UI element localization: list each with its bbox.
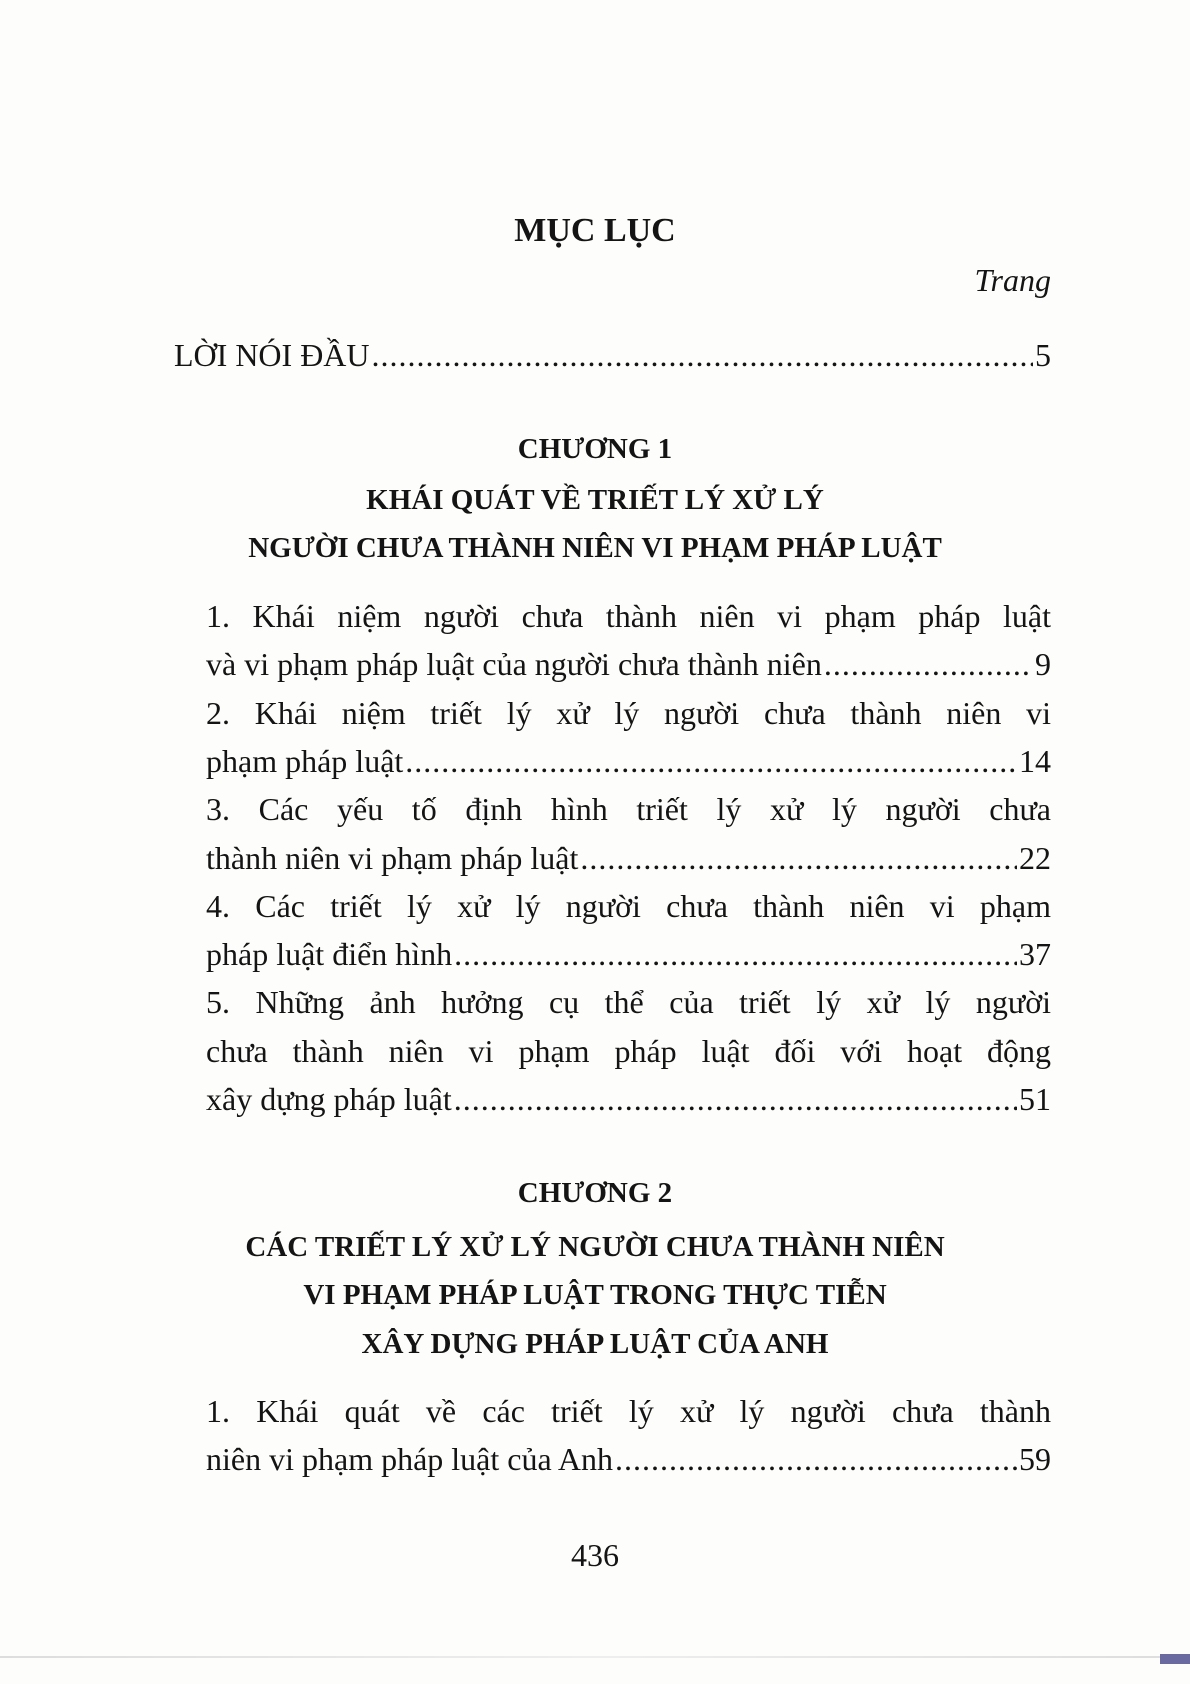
toc-entry-page: 9 xyxy=(1035,646,1051,683)
chapter-title-line: KHÁI QUÁT VỀ TRIẾT LÝ XỬ LÝ xyxy=(366,484,824,516)
toc-entry-page: 14 xyxy=(1019,742,1051,779)
page-title: MỤC LỤC xyxy=(514,212,676,249)
toc-entry-text: xây dựng pháp luật xyxy=(206,1081,452,1117)
toc-entry-text: niên vi phạm pháp luật của Anh xyxy=(206,1441,614,1478)
toc-entry-text: pháp luật điển hình xyxy=(206,936,453,973)
toc-entry-page: 51 xyxy=(1019,1081,1051,1117)
toc-entry-text: và vi phạm pháp luật của người chưa thành niên xyxy=(206,646,822,683)
toc-entry-last-line xyxy=(206,1439,1051,1479)
toc-entry-text: thành niên vi phạm pháp luật xyxy=(206,839,579,876)
scan-edge xyxy=(0,1656,1190,1658)
dot-leader xyxy=(454,934,1017,974)
toc-entry-last-line xyxy=(206,934,1051,974)
dot-leader xyxy=(824,644,1033,684)
toc-entry-last-line xyxy=(206,644,1051,684)
toc-entry-line: 1. Khái niệm người chưa thành niên vi phạm pháp luật xyxy=(206,598,1051,634)
toc-entry-line: 1. Khái quát về các triết lý xử lý người chưa thành xyxy=(206,1393,1051,1429)
dot-leader xyxy=(372,335,1033,375)
chapter-number: CHƯƠNG 1 xyxy=(517,433,673,465)
toc-entry-line: 4. Các triết lý xử lý người chưa thành niên vi phạm xyxy=(206,887,1051,924)
dot-leader xyxy=(405,741,1017,781)
toc-entry-page: 59 xyxy=(1019,1441,1051,1478)
toc-entry-line: 5. Những ảnh hưởng cụ thể của triết lý xử lý người xyxy=(206,984,1051,1021)
toc-entry-page: 22 xyxy=(1019,839,1051,876)
toc-entry-last-line xyxy=(206,1079,1051,1119)
page-number: 436 xyxy=(571,1537,619,1573)
chapter-title-line: XÂY DỰNG PHÁP LUẬT CỦA ANH xyxy=(361,1328,829,1360)
dot-leader xyxy=(454,1079,1017,1119)
toc-entry-page: 5 xyxy=(1035,337,1051,373)
toc-entry-line: 2. Khái niệm triết lý xử lý người chưa thành niên vi xyxy=(206,694,1051,731)
toc-entry-page: 37 xyxy=(1019,936,1051,973)
chapter-number: CHƯƠNG 2 xyxy=(517,1177,673,1209)
chapter-title-line: CÁC TRIẾT LÝ XỬ LÝ NGƯỜI CHƯA THÀNH NIÊN xyxy=(245,1231,945,1263)
dot-leader xyxy=(615,1439,1017,1479)
dot-leader xyxy=(580,838,1017,878)
toc-entry-last-line xyxy=(206,838,1051,878)
scan-corner-mark xyxy=(1160,1654,1190,1664)
toc-preface xyxy=(174,335,1051,375)
toc-entry-line: 3. Các yếu tố định hình triết lý xử lý người chưa xyxy=(206,791,1051,828)
chapter-title-line: VI PHẠM PHÁP LUẬT TRONG THỰC TIỄN xyxy=(303,1279,887,1311)
toc-entry-last-line xyxy=(206,741,1051,781)
chapter-title-line: NGƯỜI CHƯA THÀNH NIÊN VI PHẠM PHÁP LUẬT xyxy=(248,532,942,564)
toc-entry-text: LỜI NÓI ĐẦU xyxy=(174,337,370,373)
toc-entry-text: phạm pháp luật xyxy=(206,742,404,779)
toc-entry-line: chưa thành niên vi phạm pháp luật đối với hoạt động xyxy=(206,1032,1051,1069)
page-column-label: Trang xyxy=(974,262,1051,298)
